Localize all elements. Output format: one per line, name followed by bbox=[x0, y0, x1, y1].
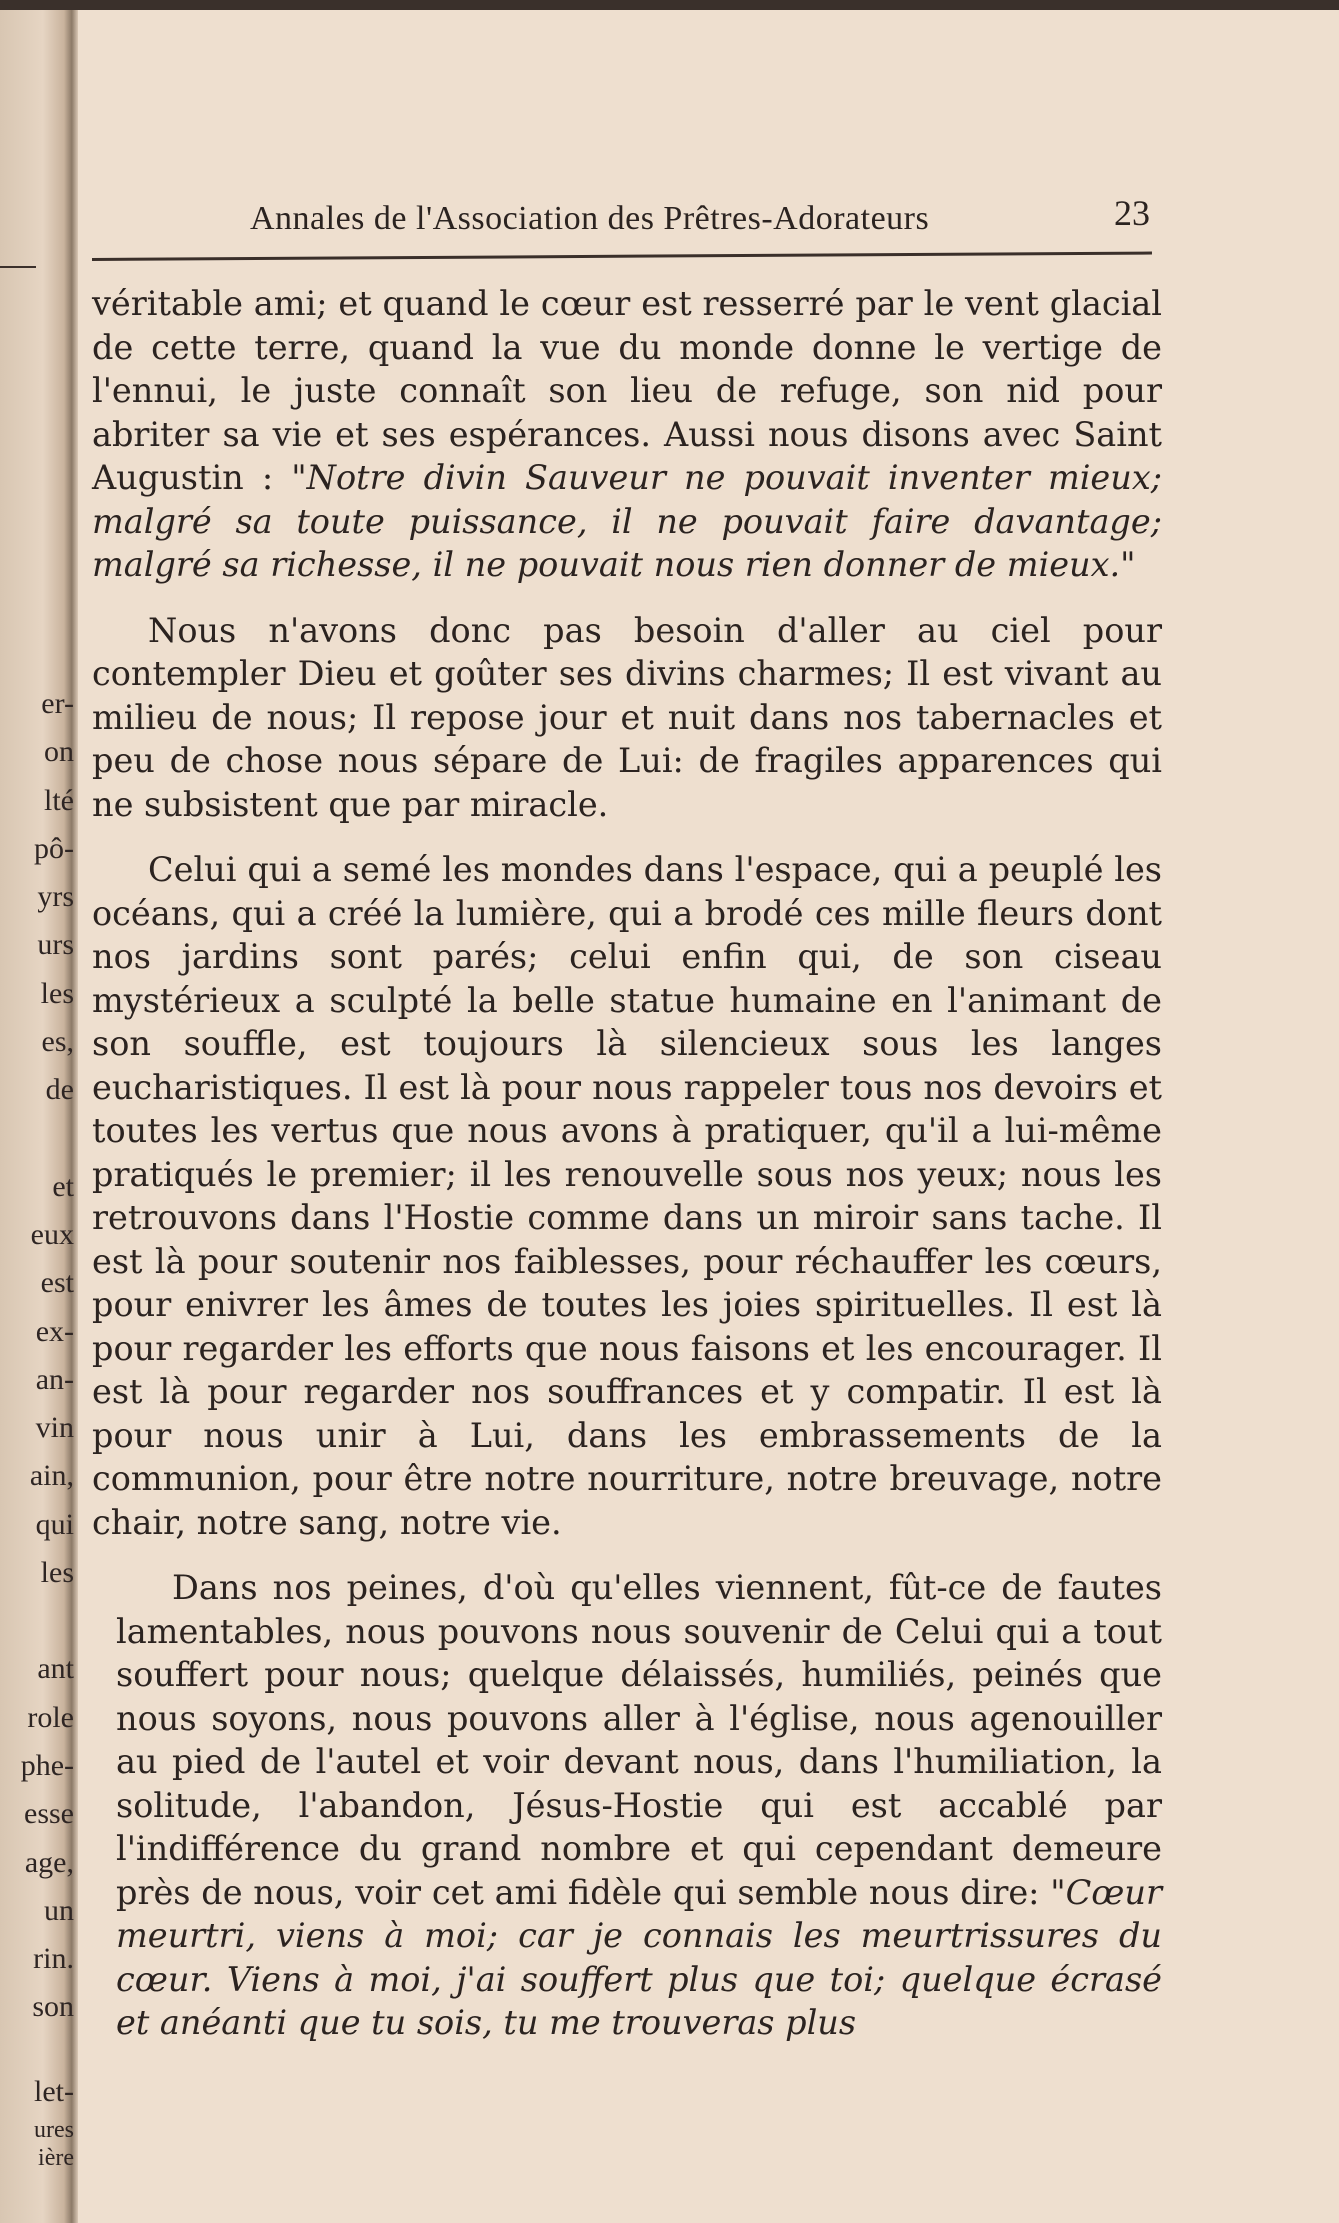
margin-fragment: eux bbox=[30, 1217, 74, 1251]
quote-close: " bbox=[1120, 545, 1136, 584]
margin-fragment: vin bbox=[35, 1411, 74, 1445]
facing-page-header-rule bbox=[0, 266, 36, 268]
margin-fragment: role bbox=[27, 1700, 74, 1734]
margin-fragment: ière bbox=[38, 2145, 74, 2172]
margin-fragment: ain, bbox=[29, 1459, 74, 1493]
margin-fragment: les bbox=[40, 1556, 74, 1590]
margin-fragment: rin. bbox=[33, 1942, 74, 1976]
paragraph-text: véritable ami; et quand le cœur est resserré par le vent glacial de cette terre, quand la vue du monde donne le vertige de l'ennui, le juste connaît son lieu de refuge, son nid pour abriter sa vie et ses espérances. Aussi nous disons avec Saint Augustin : " bbox=[92, 284, 1162, 497]
margin-fragment: on bbox=[44, 735, 74, 769]
italic-quote: Notre divin Sauveur ne pouvait inventer mieux; malgré sa toute puissance, il ne pouvait faire davantage; malgré sa richesse, il ne pouvait nous rien donner de mieux. bbox=[92, 458, 1162, 584]
paragraph bbox=[116, 1566, 1162, 2045]
facing-page-fragments bbox=[0, 680, 74, 2172]
body-text bbox=[92, 282, 1162, 2067]
page-top-edge bbox=[0, 0, 1339, 10]
margin-fragment: er- bbox=[41, 687, 74, 720]
running-header: Annales de l'Association des Prêtres-Adorateurs bbox=[250, 200, 930, 237]
margin-fragment: urs bbox=[37, 928, 74, 962]
header-rule bbox=[92, 252, 1152, 261]
margin-fragment: pô- bbox=[34, 831, 74, 865]
paragraph bbox=[92, 282, 1162, 587]
margin-fragment: yrs bbox=[37, 880, 74, 914]
margin-fragment: les bbox=[40, 976, 74, 1010]
page-number: 23 bbox=[1114, 193, 1150, 233]
margin-fragment: let- bbox=[34, 2074, 74, 2108]
margin-fragment: un bbox=[44, 1893, 74, 1927]
margin-fragment: an- bbox=[35, 1362, 74, 1396]
margin-fragment: esse bbox=[24, 1797, 74, 1831]
margin-fragment: ures bbox=[34, 2117, 74, 2144]
margin-fragment: phe- bbox=[20, 1748, 74, 1782]
paragraph-text: Dans nos peines, d'où qu'elles viennent, fût-ce de fautes lamentables, nous pouvons nous souvenir de Celui qui a tout souffert pour nous; quelque délaissés, humiliés, peinés que nous soyons, nous pouvons aller à l'église, nous agenouiller au pied de l'autel et voir devant nous, dans l'humiliation, la solitude, l'abandon, Jésus-Hostie qui est accablé par l'indifférence du grand nombre et qui cependant demeure près de nous, voir cet ami fidèle qui semble nous dire: " bbox=[116, 1568, 1162, 1912]
margin-fragment: et bbox=[52, 1169, 74, 1203]
paragraph: Celui qui a semé les mondes dans l'espace, qui a peuplé les océans, qui a créé la lumière, qui a brodé ces mille fleurs dont nos jardins sont parés; celui enfin qui, de son ciseau mystérieux a sculpté la belle statue humaine en l'animant de son souffle, est toujours là silencieux sous les langes eucharistiques. Il est là pour nous rappeler tous nos devoirs et toutes les vertus que nous avons à pratiquer, qu'il a lui-même pratiqués le premier; il les renouvelle sous nos yeux; nous les retrouvons dans l'Hostie comme dans un miroir sans tache. Il est là pour soutenir nos faiblesses, pour réchauffer les cœurs, pour enivrer les âmes de toutes les joies spirituelles. Il est là pour regarder les efforts que nous faisons et les encourager. Il est là pour regarder nos souffrances et y compatir. Il est là pour nous unir à Lui, dans les embrassements de la communion, pour être notre nourriture, notre breuvage, notre chair, notre sang, notre vie. bbox=[92, 850, 1162, 1542]
margin-fragment: ex- bbox=[35, 1314, 74, 1348]
margin-fragment: de bbox=[45, 1073, 74, 1107]
paragraph: Nous n'avons donc pas besoin d'aller au ciel pour contempler Dieu et goûter ses divins charmes; Il est vivant au milieu de nous; Il repose jour et nuit dans nos tabernacles et peu de chose nous sépare de Lui: de fragiles apparences qui ne subsistent que par miracle. bbox=[92, 610, 1162, 824]
margin-fragment: ant bbox=[37, 1652, 74, 1686]
margin-fragment: est bbox=[40, 1266, 74, 1300]
margin-fragment: son bbox=[32, 1990, 74, 2024]
margin-fragment: es, bbox=[41, 1025, 74, 1059]
margin-fragment: qui bbox=[35, 1507, 74, 1541]
margin-fragment: lté bbox=[44, 783, 74, 817]
italic-quote: Cœur meurtri, viens à moi; car je connais les meurtrissures du cœur. Viens à moi, j'ai souffert plus que toi; quelque écrasé et anéanti que tu sois, tu me trouveras plus bbox=[116, 1872, 1162, 2042]
margin-fragment: age, bbox=[24, 1845, 74, 1879]
